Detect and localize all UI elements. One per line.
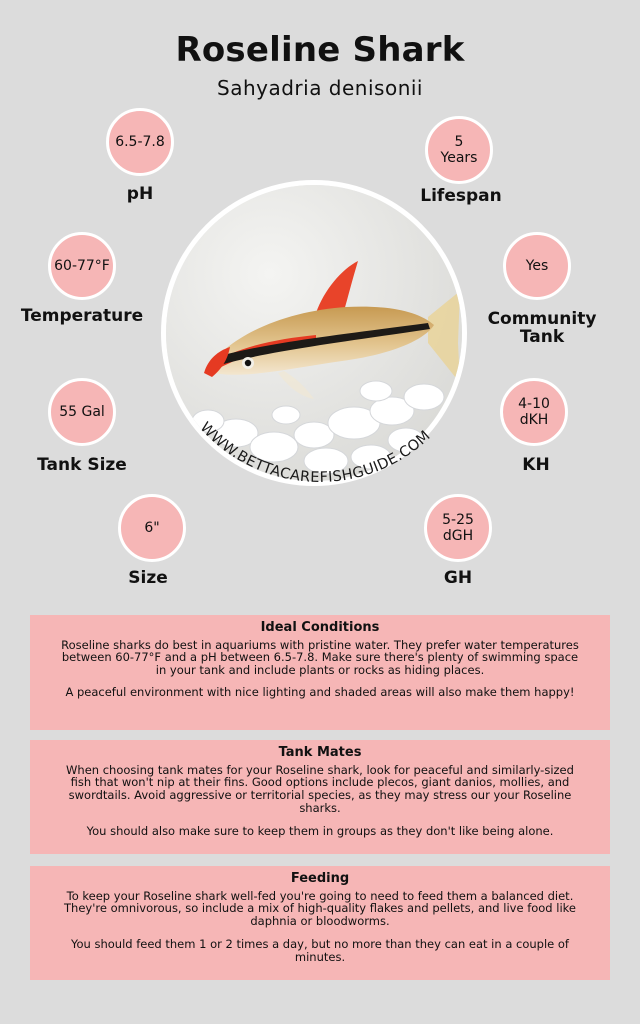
feeding-panel — [30, 866, 610, 980]
size-circle — [118, 494, 186, 562]
page-subtitle: Sahyadria denisonii — [217, 76, 423, 100]
page-title: Roseline Shark — [175, 30, 465, 70]
ideal-conditions-paragraph-1: Roseline sharks do best in aquariums with pristine water. They prefer water temperatures between 60-77°F and a pH between 6.5-7.8. Make sure there's plenty of swimming space in your tank and include plants or rocks as hiding places. — [61, 637, 579, 678]
gh-circle — [424, 494, 492, 562]
watermark-text: WWW.BETTACAREFISHGUIDE.COM — [196, 419, 434, 486]
ph-circle — [106, 108, 174, 176]
community-circle — [503, 232, 571, 300]
kh-circle — [500, 378, 568, 446]
kh-value-range: 4-10 — [518, 395, 550, 412]
community-value: Yes — [525, 257, 549, 274]
gh-label: GH — [443, 568, 473, 588]
gh-value — [442, 512, 474, 544]
feeding-heading: Feeding — [290, 871, 350, 886]
tank-size-label: Tank Size — [37, 455, 127, 475]
size-label: Size — [128, 568, 168, 588]
size-value: 6" — [144, 519, 160, 536]
fish-illustration — [166, 185, 462, 481]
ideal-conditions-panel — [30, 615, 610, 730]
lifespan-value — [441, 134, 478, 166]
community-label-line1: Community — [487, 309, 597, 329]
gh-value-range: 5-25 — [442, 511, 474, 528]
tank-mates-heading: Tank Mates — [278, 745, 362, 760]
lifespan-value-number: 5 — [454, 133, 464, 150]
temperature-circle — [48, 232, 116, 300]
ph-label: pH — [126, 184, 154, 204]
ideal-conditions-heading: Ideal Conditions — [260, 620, 380, 635]
tank-size-circle — [48, 378, 116, 446]
ph-value: 6.5-7.8 — [115, 133, 165, 150]
lifespan-value-unit: Years — [440, 150, 478, 166]
ideal-conditions-paragraph-2: A peaceful environment with nice lighting and shaded areas will also make them happy! — [65, 685, 575, 700]
feeding-paragraph-2: You should feed them 1 or 2 times a day, but no more than they can eat in a couple of minutes. — [71, 937, 569, 965]
community-label-line2: Tank — [519, 326, 565, 347]
feeding-paragraph-1: To keep your Roseline shark well-fed you're going to need to feed them a balanced diet. They're omnivorous, so include a mix of high-quality flakes and pellets, and live food like daphnia or bloodworms. — [64, 888, 576, 929]
temperature-value: 60-77°F — [54, 257, 110, 274]
community-label — [470, 311, 614, 347]
kh-value — [518, 396, 550, 428]
fish-photo — [161, 180, 467, 486]
tank-mates-panel — [30, 740, 610, 854]
kh-value-unit: dKH — [519, 412, 549, 428]
tank-mates-paragraph-1: When choosing tank mates for your Roseline shark, look for peaceful and similarly-sized fish that won't nip at their fins. Good options include plecos, giant danios, mollies, and swordtails. Avoid aggressive or territorial species, as they may stress our your Roseline sharks. — [66, 762, 574, 816]
lifespan-label: Lifespan — [420, 186, 502, 206]
kh-label: KH — [522, 455, 550, 475]
temperature-label: Temperature — [20, 306, 144, 326]
tank-size-value: 55 Gal — [59, 403, 105, 420]
tank-mates-paragraph-2: You should also make sure to keep them in groups as they don't like being alone. — [86, 824, 554, 839]
gh-value-unit: dGH — [442, 528, 474, 544]
lifespan-circle — [425, 116, 493, 184]
